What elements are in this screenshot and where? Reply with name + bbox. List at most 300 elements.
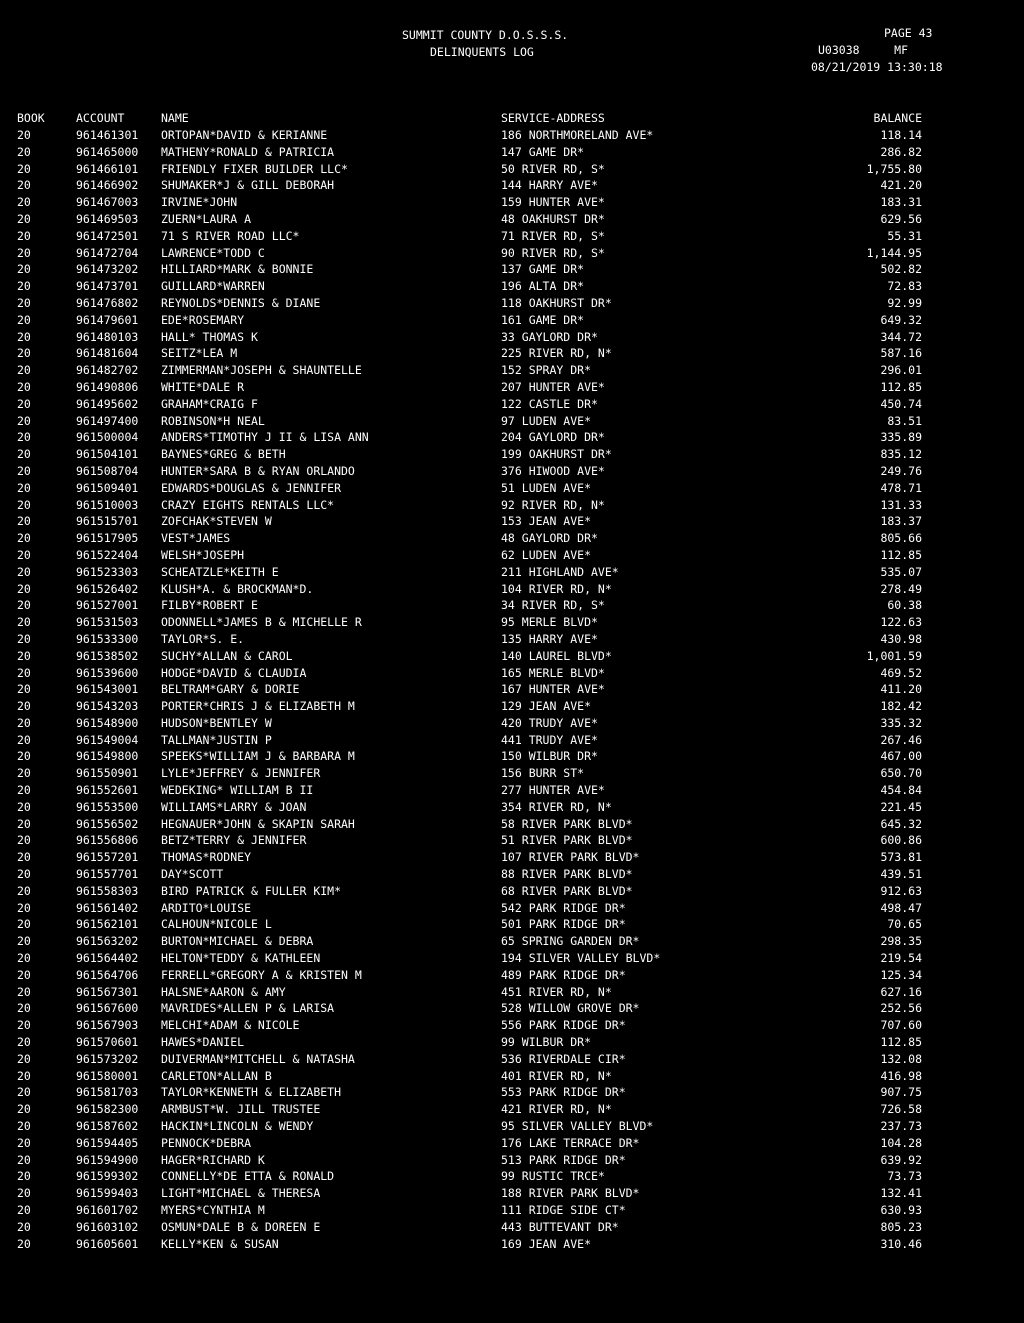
- cell-name: DAY*SCOTT: [161, 867, 224, 882]
- cell-balance: 298.35: [880, 934, 922, 949]
- cell-account: 961526402: [76, 581, 139, 596]
- cell-account: 961469503: [76, 211, 139, 226]
- cell-account: 961549800: [76, 749, 139, 764]
- table-row: [0, 396, 1024, 413]
- table-row: [0, 832, 1024, 849]
- cell-service-address: 536 RIVERDALE CIR*: [501, 1051, 626, 1066]
- cell-book: 20: [17, 1035, 31, 1050]
- cell-book: 20: [17, 531, 31, 546]
- cell-balance: 629.56: [880, 211, 922, 226]
- cell-name: WILLIAMS*LARRY & JOAN: [161, 799, 307, 814]
- cell-book: 20: [17, 379, 31, 394]
- cell-book: 20: [17, 1236, 31, 1251]
- cell-name: ZOFCHAK*STEVEN W: [161, 514, 272, 529]
- cell-service-address: 88 RIVER PARK BLVD*: [501, 867, 633, 882]
- cell-balance: 649.32: [880, 312, 922, 327]
- cell-book: 20: [17, 1135, 31, 1150]
- table-row: [0, 665, 1024, 682]
- cell-book: 20: [17, 161, 31, 176]
- table-row: [0, 278, 1024, 295]
- cell-service-address: 420 TRUDY AVE*: [501, 715, 598, 730]
- cell-account: 961482702: [76, 363, 139, 378]
- cell-service-address: 354 RIVER RD, N*: [501, 799, 612, 814]
- cell-balance: 467.00: [880, 749, 922, 764]
- cell-service-address: 501 PARK RIDGE DR*: [501, 917, 626, 932]
- cell-account: 961543001: [76, 682, 139, 697]
- cell-name: ODONNELL*JAMES B & MICHELLE R: [161, 615, 362, 630]
- report-title: SUMMIT COUNTY D.O.S.S.S.: [402, 28, 569, 42]
- cell-balance: 469.52: [880, 665, 922, 680]
- cell-account: 961504101: [76, 447, 139, 462]
- cell-balance: 125.34: [880, 967, 922, 982]
- cell-account: 961561402: [76, 900, 139, 915]
- cell-book: 20: [17, 262, 31, 277]
- table-row: [0, 866, 1024, 883]
- cell-account: 961461301: [76, 128, 139, 142]
- cell-name: MAVRIDES*ALLEN P & LARISA: [161, 1001, 335, 1016]
- cell-service-address: 104 RIVER RD, N*: [501, 581, 612, 596]
- cell-service-address: 204 GAYLORD DR*: [501, 430, 605, 445]
- table-row: [0, 329, 1024, 346]
- cell-service-address: 95 SILVER VALLEY BLVD*: [501, 1119, 654, 1134]
- cell-account: 961582300: [76, 1102, 139, 1117]
- cell-balance: 835.12: [880, 447, 922, 462]
- cell-service-address: 147 GAME DR*: [501, 144, 585, 159]
- cell-book: 20: [17, 598, 31, 613]
- cell-account: 961599403: [76, 1186, 139, 1201]
- cell-service-address: 176 LAKE TERRACE DR*: [501, 1135, 640, 1150]
- table-row: [0, 345, 1024, 362]
- cell-account: 961594900: [76, 1152, 139, 1167]
- cell-balance: 70.65: [887, 917, 922, 932]
- cell-account: 961480103: [76, 329, 139, 344]
- table-row: [0, 362, 1024, 379]
- table-row: [0, 1034, 1024, 1051]
- cell-balance: 907.75: [880, 1085, 922, 1100]
- cell-service-address: 161 GAME DR*: [501, 312, 585, 327]
- cell-name: VEST*JAMES: [161, 531, 231, 546]
- cell-balance: 267.46: [880, 732, 922, 747]
- cell-account: 961550901: [76, 766, 139, 781]
- cell-account: 961481604: [76, 346, 139, 361]
- cell-service-address: 211 HIGHLAND AVE*: [501, 564, 619, 579]
- cell-service-address: 528 WILLOW GROVE DR*: [501, 1001, 640, 1016]
- cell-name: ARMBUST*W. JILL TRUSTEE: [161, 1102, 321, 1117]
- cell-balance: 450.74: [880, 396, 922, 411]
- cell-book: 20: [17, 480, 31, 495]
- table-row: [0, 1101, 1024, 1118]
- cell-balance: 587.16: [880, 346, 922, 361]
- cell-book: 20: [17, 178, 31, 193]
- report-id: U03038 MF: [818, 43, 909, 57]
- cell-account: 961495602: [76, 396, 139, 411]
- table-row: [0, 177, 1024, 194]
- cell-account: 961580001: [76, 1068, 139, 1083]
- cell-service-address: 129 JEAN AVE*: [501, 699, 592, 714]
- cell-book: 20: [17, 615, 31, 630]
- cell-balance: 726.58: [880, 1102, 922, 1117]
- table-row: [0, 648, 1024, 665]
- cell-name: MATHENY*RONALD & PATRICIA: [161, 144, 335, 159]
- cell-balance: 118.14: [880, 128, 922, 142]
- table-row: [0, 261, 1024, 278]
- cell-name: REYNOLDS*DENNIS & DIANE: [161, 295, 321, 310]
- table-row: [0, 782, 1024, 799]
- table-row: [0, 715, 1024, 732]
- cell-service-address: 34 RIVER RD, S*: [501, 598, 605, 613]
- cell-account: 961517905: [76, 531, 139, 546]
- cell-account: 961567600: [76, 1001, 139, 1016]
- cell-service-address: 207 HUNTER AVE*: [501, 379, 605, 394]
- cell-name: HELTON*TEDDY & KATHLEEN: [161, 951, 321, 966]
- cell-account: 961510003: [76, 497, 139, 512]
- cell-account: 961538502: [76, 648, 139, 663]
- cell-name: BIRD PATRICK & FULLER KIM*: [161, 883, 342, 898]
- cell-account: 961467003: [76, 195, 139, 210]
- cell-name: HAWES*DANIEL: [161, 1035, 245, 1050]
- table-row: [0, 597, 1024, 614]
- table-row: [0, 883, 1024, 900]
- cell-account: 961508704: [76, 463, 139, 478]
- cell-account: 961567903: [76, 1018, 139, 1033]
- column-header-account: ACCOUNT: [76, 111, 125, 125]
- table-row: [0, 765, 1024, 782]
- cell-name: FRIENDLY FIXER BUILDER LLC*: [161, 161, 348, 176]
- table-row: [0, 1152, 1024, 1169]
- cell-balance: 639.92: [880, 1152, 922, 1167]
- cell-name: ORTOPAN*DAVID & KERIANNE: [161, 128, 328, 142]
- cell-name: ZIMMERMAN*JOSEPH & SHAUNTELLE: [161, 363, 362, 378]
- cell-book: 20: [17, 732, 31, 747]
- table-row: [0, 631, 1024, 648]
- cell-account: 961472501: [76, 228, 139, 243]
- cell-service-address: 199 OAKHURST DR*: [501, 447, 612, 462]
- cell-name: CONNELLY*DE ETTA & RONALD: [161, 1169, 335, 1184]
- cell-name: EDE*ROSEMARY: [161, 312, 245, 327]
- cell-book: 20: [17, 867, 31, 882]
- cell-account: 961466101: [76, 161, 139, 176]
- cell-account: 961567301: [76, 984, 139, 999]
- cell-account: 961587602: [76, 1119, 139, 1134]
- cell-service-address: 71 RIVER RD, S*: [501, 228, 605, 243]
- cell-balance: 237.73: [880, 1119, 922, 1134]
- cell-account: 961553500: [76, 799, 139, 814]
- cell-account: 961539600: [76, 665, 139, 680]
- cell-account: 961552601: [76, 783, 139, 798]
- cell-balance: 249.76: [880, 463, 922, 478]
- cell-account: 961527001: [76, 598, 139, 613]
- cell-book: 20: [17, 312, 31, 327]
- cell-account: 961601702: [76, 1203, 139, 1217]
- cell-account: 961522404: [76, 547, 139, 562]
- cell-book: 20: [17, 850, 31, 865]
- cell-account: 961564402: [76, 951, 139, 966]
- cell-book: 20: [17, 984, 31, 999]
- table-row: [0, 1051, 1024, 1068]
- cell-balance: 83.51: [887, 413, 922, 428]
- cell-book: 20: [17, 816, 31, 831]
- cell-service-address: 186 NORTHMORELAND AVE*: [501, 128, 654, 142]
- cell-balance: 296.01: [880, 363, 922, 378]
- cell-service-address: 194 SILVER VALLEY BLVD*: [501, 951, 661, 966]
- page-number: PAGE 43: [884, 26, 933, 40]
- cell-book: 20: [17, 1085, 31, 1100]
- cell-service-address: 122 CASTLE DR*: [501, 396, 598, 411]
- table-row: [0, 1185, 1024, 1202]
- cell-service-address: 99 RUSTIC TRCE*: [501, 1169, 605, 1184]
- cell-name: BURTON*MICHAEL & DEBRA: [161, 934, 314, 949]
- cell-balance: 502.82: [880, 262, 922, 277]
- table-row: [0, 379, 1024, 396]
- cell-name: ARDITO*LOUISE: [161, 900, 252, 915]
- cell-service-address: 553 PARK RIDGE DR*: [501, 1085, 626, 1100]
- cell-service-address: 542 PARK RIDGE DR*: [501, 900, 626, 915]
- cell-account: 961599302: [76, 1169, 139, 1184]
- cell-balance: 498.47: [880, 900, 922, 915]
- cell-name: WEDEKING* WILLIAM B II: [161, 783, 314, 798]
- cell-name: FERRELL*GREGORY A & KRISTEN M: [161, 967, 362, 982]
- cell-book: 20: [17, 1102, 31, 1117]
- table-row: [0, 933, 1024, 950]
- table-row: [0, 1068, 1024, 1085]
- cell-balance: 183.31: [880, 195, 922, 210]
- cell-name: GRAHAM*CRAIG F: [161, 396, 258, 411]
- cell-name: KLUSH*A. & BROCKMAN*D.: [161, 581, 314, 596]
- cell-service-address: 118 OAKHURST DR*: [501, 295, 612, 310]
- table-row: [0, 547, 1024, 564]
- cell-name: WELSH*JOSEPH: [161, 547, 245, 562]
- cell-book: 20: [17, 766, 31, 781]
- cell-service-address: 65 SPRING GARDEN DR*: [501, 934, 640, 949]
- cell-balance: 645.32: [880, 816, 922, 831]
- cell-balance: 707.60: [880, 1018, 922, 1033]
- cell-service-address: 51 LUDEN AVE*: [501, 480, 592, 495]
- cell-balance: 912.63: [880, 883, 922, 898]
- cell-balance: 421.20: [880, 178, 922, 193]
- cell-service-address: 137 GAME DR*: [501, 262, 585, 277]
- table-row: [0, 211, 1024, 228]
- cell-service-address: 111 RIDGE SIDE CT*: [501, 1203, 626, 1217]
- table-row: [0, 513, 1024, 530]
- cell-book: 20: [17, 1119, 31, 1134]
- cell-service-address: 144 HARRY AVE*: [501, 178, 598, 193]
- cell-balance: 104.28: [880, 1135, 922, 1150]
- cell-account: 961581703: [76, 1085, 139, 1100]
- cell-book: 20: [17, 1169, 31, 1184]
- cell-book: 20: [17, 211, 31, 226]
- cell-book: 20: [17, 128, 31, 142]
- table-row: [0, 581, 1024, 598]
- cell-name: THOMAS*RODNEY: [161, 850, 252, 865]
- cell-service-address: 421 RIVER RD, N*: [501, 1102, 612, 1117]
- cell-book: 20: [17, 934, 31, 949]
- cell-book: 20: [17, 967, 31, 982]
- cell-name: MYERS*CYNTHIA M: [161, 1203, 265, 1217]
- table-row: [0, 1000, 1024, 1017]
- cell-balance: 122.63: [880, 615, 922, 630]
- cell-service-address: 92 RIVER RD, N*: [501, 497, 605, 512]
- cell-service-address: 90 RIVER RD, S*: [501, 245, 605, 260]
- cell-book: 20: [17, 245, 31, 260]
- table-row: [0, 849, 1024, 866]
- column-header-book: BOOK: [17, 111, 45, 125]
- cell-service-address: 443 BUTTEVANT DR*: [501, 1219, 619, 1234]
- cell-book: 20: [17, 833, 31, 848]
- cell-service-address: 48 OAKHURST DR*: [501, 211, 605, 226]
- cell-name: EDWARDS*DOUGLAS & JENNIFER: [161, 480, 342, 495]
- report-datetime: 08/21/2019 13:30:18: [811, 60, 943, 74]
- cell-service-address: 135 HARRY AVE*: [501, 631, 598, 646]
- cell-service-address: 225 RIVER RD, N*: [501, 346, 612, 361]
- table-row: [0, 446, 1024, 463]
- cell-book: 20: [17, 883, 31, 898]
- cell-account: 961573202: [76, 1051, 139, 1066]
- cell-account: 961515701: [76, 514, 139, 529]
- table-row: [0, 497, 1024, 514]
- table-row: [0, 732, 1024, 749]
- cell-name: TALLMAN*JUSTIN P: [161, 732, 272, 747]
- cell-book: 20: [17, 783, 31, 798]
- cell-name: BAYNES*GREG & BETH: [161, 447, 286, 462]
- cell-book: 20: [17, 699, 31, 714]
- cell-service-address: 196 ALTA DR*: [501, 279, 585, 294]
- cell-book: 20: [17, 447, 31, 462]
- cell-book: 20: [17, 749, 31, 764]
- cell-service-address: 152 SPRAY DR*: [501, 363, 592, 378]
- cell-name: GUILLARD*WARREN: [161, 279, 265, 294]
- cell-name: ANDERS*TIMOTHY J II & LISA ANN: [161, 430, 369, 445]
- cell-balance: 454.84: [880, 783, 922, 798]
- cell-name: BELTRAM*GARY & DORIE: [161, 682, 300, 697]
- cell-account: 961533300: [76, 631, 139, 646]
- cell-name: KELLY*KEN & SUSAN: [161, 1236, 279, 1251]
- cell-service-address: 156 BURR ST*: [501, 766, 585, 781]
- cell-service-address: 150 WILBUR DR*: [501, 749, 598, 764]
- table-row: [0, 312, 1024, 329]
- cell-book: 20: [17, 363, 31, 378]
- cell-balance: 221.45: [880, 799, 922, 814]
- cell-book: 20: [17, 144, 31, 159]
- cell-balance: 73.73: [887, 1169, 922, 1184]
- cell-name: OSMUN*DALE B & DOREEN E: [161, 1219, 321, 1234]
- cell-account: 961473701: [76, 279, 139, 294]
- cell-account: 961472704: [76, 245, 139, 260]
- cell-account: 961570601: [76, 1035, 139, 1050]
- cell-account: 961562101: [76, 917, 139, 932]
- cell-book: 20: [17, 1018, 31, 1033]
- cell-balance: 112.85: [880, 379, 922, 394]
- cell-account: 961603102: [76, 1219, 139, 1234]
- cell-name: LAWRENCE*TODD C: [161, 245, 265, 260]
- report-subtitle: DELINQUENTS LOG: [430, 45, 534, 59]
- cell-service-address: 107 RIVER PARK BLVD*: [501, 850, 640, 865]
- table-row: [0, 748, 1024, 765]
- cell-name: SUCHY*ALLAN & CAROL: [161, 648, 293, 663]
- cell-book: 20: [17, 682, 31, 697]
- cell-service-address: 513 PARK RIDGE DR*: [501, 1152, 626, 1167]
- cell-name: TAYLOR*S. E.: [161, 631, 245, 646]
- cell-balance: 132.41: [880, 1186, 922, 1201]
- cell-account: 961473202: [76, 262, 139, 277]
- cell-balance: 55.31: [887, 228, 922, 243]
- cell-service-address: 99 WILBUR DR*: [501, 1035, 592, 1050]
- cell-name: PORTER*CHRIS J & ELIZABETH M: [161, 699, 355, 714]
- cell-book: 20: [17, 1152, 31, 1167]
- cell-book: 20: [17, 1001, 31, 1016]
- cell-book: 20: [17, 497, 31, 512]
- cell-balance: 310.46: [880, 1236, 922, 1251]
- cell-account: 961466902: [76, 178, 139, 193]
- cell-account: 961548900: [76, 715, 139, 730]
- cell-name: CALHOUN*NICOLE L: [161, 917, 272, 932]
- cell-service-address: 68 RIVER PARK BLVD*: [501, 883, 633, 898]
- cell-book: 20: [17, 279, 31, 294]
- cell-name: CRAZY EIGHTS RENTALS LLC*: [161, 497, 335, 512]
- table-row: [0, 228, 1024, 245]
- cell-book: 20: [17, 413, 31, 428]
- cell-balance: 416.98: [880, 1068, 922, 1083]
- cell-service-address: 58 RIVER PARK BLVD*: [501, 816, 633, 831]
- cell-balance: 630.93: [880, 1203, 922, 1217]
- cell-account: 961531503: [76, 615, 139, 630]
- cell-balance: 805.23: [880, 1219, 922, 1234]
- table-row: [0, 799, 1024, 816]
- cell-balance: 478.71: [880, 480, 922, 495]
- cell-name: TAYLOR*KENNETH & ELIZABETH: [161, 1085, 342, 1100]
- cell-balance: 805.66: [880, 531, 922, 546]
- cell-book: 20: [17, 564, 31, 579]
- cell-name: LIGHT*MICHAEL & THERESA: [161, 1186, 321, 1201]
- cell-service-address: 50 RIVER RD, S*: [501, 161, 605, 176]
- cell-book: 20: [17, 665, 31, 680]
- cell-name: HODGE*DAVID & CLAUDIA: [161, 665, 307, 680]
- cell-account: 961523303: [76, 564, 139, 579]
- table-row: [0, 127, 1024, 144]
- table-row: [0, 1017, 1024, 1034]
- cell-name: 71 S RIVER ROAD LLC*: [161, 228, 300, 243]
- cell-name: HILLIARD*MARK & BONNIE: [161, 262, 314, 277]
- cell-book: 20: [17, 581, 31, 596]
- cell-book: 20: [17, 228, 31, 243]
- cell-account: 961465000: [76, 144, 139, 159]
- column-header-balance: BALANCE: [873, 111, 922, 125]
- cell-name: CARLETON*ALLAN B: [161, 1068, 272, 1083]
- cell-name: SCHEATZLE*KEITH E: [161, 564, 279, 579]
- cell-account: 961557701: [76, 867, 139, 882]
- table-row: [0, 698, 1024, 715]
- cell-name: MELCHI*ADAM & NICOLE: [161, 1018, 300, 1033]
- cell-service-address: 97 LUDEN AVE*: [501, 413, 592, 428]
- cell-name: FILBY*ROBERT E: [161, 598, 258, 613]
- cell-service-address: 188 RIVER PARK BLVD*: [501, 1186, 640, 1201]
- cell-service-address: 51 RIVER PARK BLVD*: [501, 833, 633, 848]
- table-row: [0, 1236, 1024, 1253]
- cell-balance: 182.42: [880, 699, 922, 714]
- cell-service-address: 376 HIWOOD AVE*: [501, 463, 605, 478]
- table-row: [0, 480, 1024, 497]
- cell-balance: 278.49: [880, 581, 922, 596]
- cell-name: HACKIN*LINCOLN & WENDY: [161, 1119, 314, 1134]
- cell-service-address: 556 PARK RIDGE DR*: [501, 1018, 626, 1033]
- cell-book: 20: [17, 346, 31, 361]
- report-header: [0, 25, 1024, 85]
- cell-balance: 286.82: [880, 144, 922, 159]
- cell-balance: 344.72: [880, 329, 922, 344]
- cell-name: BETZ*TERRY & JENNIFER: [161, 833, 307, 848]
- cell-name: HALL* THOMAS K: [161, 329, 258, 344]
- table-row: [0, 681, 1024, 698]
- table-row: [0, 564, 1024, 581]
